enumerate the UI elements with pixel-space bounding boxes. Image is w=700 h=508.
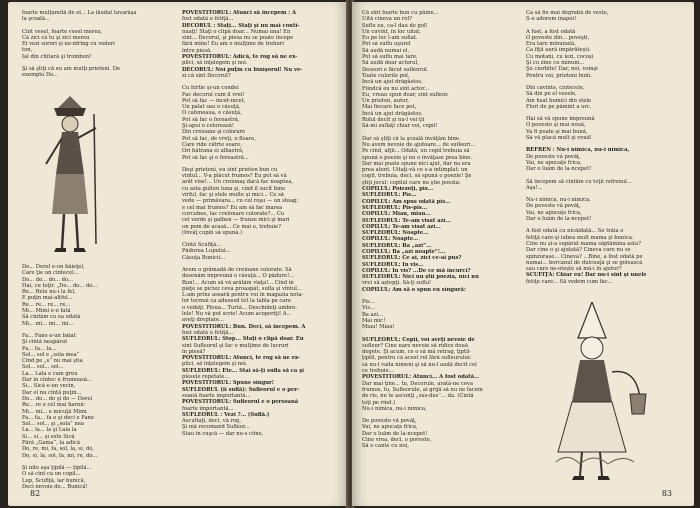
text-line: Cine nu şi-a supărat mama săptămîna asta? xyxy=(526,240,641,247)
text-line: Dar mai poate spune nici ajut, dar nu era xyxy=(362,160,471,167)
text-line: Care ţie un cintecel... xyxy=(22,270,79,277)
text-line: numai... borcanul de dulceaţă şi se golească xyxy=(526,259,643,266)
text-line: Aşa!... xyxy=(526,184,543,191)
text-line: Un prieten, autor, xyxy=(362,98,409,105)
text-line: Cînt vesel, foarte vesel mereu, xyxy=(22,28,103,35)
text-line: toţi pe rînd.) xyxy=(362,399,396,406)
text-line: Un cuvînt, în loc uitat, xyxy=(362,28,421,35)
text-line: Bun!... Acum să vă arătăm viaţa!... Cînd în xyxy=(182,279,294,286)
text-line: Şi-apoi o colorează! xyxy=(182,123,234,130)
text-line: Mai mic! xyxy=(362,317,386,324)
text-line: sufleur? Cine nare nevoie să ridice două xyxy=(362,342,468,349)
text-line: fără mine! Eu am o mulţime de treburi xyxy=(182,41,284,48)
text-line: Dar să ştiţi că la şcoală învăţăm bine. xyxy=(362,135,461,142)
text-line: SUFLEORUL: Te-am visat azi... xyxy=(362,217,451,224)
text-line: Fără „Gama“, la adică xyxy=(22,440,80,447)
text-line: Dar o luăm de la-ncepet! xyxy=(526,166,592,173)
text-line: Do... do... do... do... xyxy=(22,276,73,283)
text-line: Vai, ne apucaţe frica, xyxy=(362,424,418,431)
text-line: cel verde şi galben — frunze mici şi mari xyxy=(182,217,290,224)
text-line: Suflu eu, ca-l dau de gol! xyxy=(362,22,428,29)
text-line: arăt vise!... Un creionaş dacă fac noaptea, xyxy=(182,179,294,186)
text-line: de rîs, nu te ascunţi „sus-dus“... da. (Cîntă xyxy=(362,393,474,400)
text-line: spînzurase... Cineva? ...Bine, a fost odată pe xyxy=(526,253,643,260)
text-line: lele! Nu vă pot scrie! Acum acoperiţi! A... xyxy=(182,311,292,318)
text-line: Să din pe el vesele, xyxy=(526,91,577,98)
text-line: Fa... fa... fa e şi deci e Fane xyxy=(22,414,94,421)
text-line: Că zici că tu şi zici mereu xyxy=(22,34,90,41)
text-line: Încă un ajut drăgăstos, xyxy=(362,110,423,117)
text-line: e cel mai frumos? Eu am să fac marea xyxy=(182,204,283,211)
left-col1-bottom-text xyxy=(22,264,170,490)
text-line: plici, să înţelegem şi noi. xyxy=(182,60,248,67)
text-line: ştiţi jocul: copilul care nu ştie poezia: xyxy=(362,179,461,186)
text-line: SUFLEORUL (îi suflă): Sufleorul e o per- xyxy=(182,386,300,393)
text-line: Pot să fac şi o fereastră... xyxy=(182,154,249,161)
text-line: COPILUL: Te-am visat azi... xyxy=(362,223,441,230)
text-line: Dar el nu cîntă puţin... xyxy=(22,389,82,396)
text-line: Fa... Fane e-un băiat xyxy=(22,332,76,339)
text-line: Do... do... do şi do — Dorel xyxy=(22,395,93,402)
text-line: la şcoală... xyxy=(22,16,50,23)
text-line: Deşi prieteni, eu sînt prieten bun cu xyxy=(182,166,278,173)
text-line: POVESTITORUL: Atunci, te rog să ne ex- xyxy=(182,355,301,362)
left-column-1 xyxy=(22,10,170,79)
text-line: O să cînt ca un copil... xyxy=(22,471,81,478)
text-line: Un palat sau o căsuţă, xyxy=(182,104,241,111)
text-line: un pom de acasă... Ce mai e, trebuie? xyxy=(182,223,282,230)
text-line: SUFLEORUL: Ete... Stai să-ţi sufla să ca şi xyxy=(182,367,304,374)
text-line: desenăm împreună o căsuţă... O pădure!... xyxy=(182,273,295,280)
text-line: Încă un ajut drăgăstos, xyxy=(362,79,423,86)
text-line: A fost, a fost odată xyxy=(526,28,576,35)
text-line: Să o cante cu noi, xyxy=(362,443,409,450)
text-line: vîrful, fac şi stele multe şi mici... Ce să xyxy=(182,192,284,199)
right-column-2 xyxy=(526,10,682,285)
text-line: Cînd pe „s“ nu mai ştia xyxy=(22,358,83,365)
text-line: POVESTITORUL: Adică, te rog să ne ex- xyxy=(182,54,298,61)
right-page xyxy=(352,2,694,506)
text-line: SUFLEORUL: Pis-pis... xyxy=(362,204,428,211)
text-line: Ei vezi surori şi ne-nfrîng cu vederi xyxy=(22,41,115,48)
text-line: Mi... Mimi e-o fată xyxy=(22,308,71,315)
text-line: O poveste din... poveşti, xyxy=(526,34,590,41)
text-line: Fiindcă eu nu sînt actor... xyxy=(362,85,430,92)
text-line: De poveste vă povăţ, xyxy=(526,203,581,210)
text-line: COPILUL: Miau, miau... xyxy=(362,211,431,218)
text-line: Hai să vă spune împreună xyxy=(526,116,595,123)
text-line: Dar o luăm de la-ncepet! xyxy=(526,216,592,223)
text-line: Re... re... re... re... xyxy=(22,301,71,308)
text-line: pieţe se pictez ceva proaspăt, sufla şi vîntul... xyxy=(182,285,302,292)
text-line: Căsuţa Bunicii... xyxy=(182,254,226,261)
text-line: Mi... mi... e micuţă Mimi xyxy=(22,408,87,415)
text-line: Mi... mi... mi... mi... xyxy=(22,320,74,327)
text-line: COPILUL: Poiezoţi, pis... xyxy=(362,186,434,193)
text-line: Pis... xyxy=(362,299,375,306)
text-line: Ca să fie mai degrabă de veste, xyxy=(526,10,609,16)
text-line: S-o adorem înapoi! xyxy=(526,16,577,23)
text-line: SUFLEORUL: Ce ai, zici ce-ai pus? xyxy=(362,255,462,262)
text-line: Cu hîrtie şi-un condei xyxy=(182,85,239,92)
text-line: Pădurea Lupului... xyxy=(182,248,231,255)
text-line: Lup, Scufiţă, iar bunică, xyxy=(22,477,86,484)
text-line: exemplu Do... xyxy=(22,72,59,79)
text-line: Re... re e cel mai harnic xyxy=(22,402,85,409)
girl-in-pointed-hat-illustration xyxy=(548,302,648,482)
text-line: sau care ne-oteşte să mă-i în ajutor? xyxy=(526,266,622,273)
text-line: Pot să fac, de vreţi, o floare, xyxy=(182,135,256,142)
text-line: POVESTITORUL: Bun. Deci, să începem. A xyxy=(182,323,306,330)
text-line: Deci nevoie de... Bunică! xyxy=(22,483,88,490)
text-line: Şi cîntă neapărat xyxy=(22,339,68,346)
text-line: SUFLEORUL: Copii, voi aveţi nevoie de xyxy=(362,336,475,343)
right-col1-text xyxy=(362,10,518,450)
text-line: Şi nite aşa ţipilă — ţipilă... xyxy=(22,464,92,471)
text-line: Din cavinte, ciutecele, xyxy=(526,84,585,91)
left-page xyxy=(8,2,348,506)
text-line: COPILUL: Noapte... xyxy=(362,236,419,243)
text-line: Dar în cîntec e frumoasă... xyxy=(22,377,92,384)
text-line: nuaţi! Staţi o clipă doar... Numai una! En xyxy=(182,28,291,35)
text-line: Pot să suflu uşurel xyxy=(362,41,411,48)
text-line: Dar cine o şi ajutată? Cineva care nu se xyxy=(526,247,631,254)
text-line: De poveste vă povăţ, xyxy=(526,153,581,160)
text-line: Eu pe loc l-am suflat. xyxy=(362,35,418,42)
text-line: Sol... sol... sol... xyxy=(22,364,64,371)
text-line: Că sînt foarte bun cu păine... xyxy=(362,10,439,16)
text-line: Pot să fac o fereastră, xyxy=(182,116,240,123)
text-line: DECORUL: Noi puţin cu binişorul! Nu ve- xyxy=(182,66,303,73)
text-line: Şi mă recomand Sufleor... xyxy=(182,424,250,431)
text-line: REFREN : Nu-i nimica, nu-i nimica, xyxy=(526,147,630,154)
text-line: Pot să suflu mai tare, xyxy=(362,54,418,61)
text-line: SUFLEORUL: Noapte... xyxy=(362,230,429,237)
text-line: De poveste vă povăţ, xyxy=(362,418,417,425)
text-line: copil, trebuia, deci, să spună o poezie! Şe xyxy=(362,173,472,180)
text-line: COPILUL: Am să o spun eu singură: xyxy=(362,286,466,293)
text-line: plici, să înţelegem şi noi. xyxy=(182,361,248,368)
text-line: foarte importantă... xyxy=(182,405,234,412)
text-line: Pentru voi, prieteni buni. xyxy=(526,72,592,79)
text-line: Şu ciorbite! Dar, noi, voinşi xyxy=(526,66,598,73)
text-line: cu asta gulten luna şi, cînd îl sucit bine xyxy=(182,185,286,192)
text-line: Cine vrea, deci, o poveste, xyxy=(362,437,432,443)
text-line: E puţin mai-altfel... xyxy=(22,295,73,302)
text-line: Sol... sol... şi „sola“ nea xyxy=(22,421,84,428)
text-line: ton, xyxy=(22,47,33,54)
text-line: vîntul... V-a plăcut frumos? Eu pot să vă xyxy=(182,173,287,180)
text-line: Ori bătrana ei albastră, xyxy=(182,148,244,155)
text-line: Fac decorul cum îl vrei! xyxy=(182,91,245,98)
text-line: Să vă placă mult şi vouă! xyxy=(526,135,592,142)
text-line: Ba azi... xyxy=(362,311,383,318)
left-column-1-song xyxy=(22,264,170,490)
text-line: POVESTITORUL: Atunci... A fost odată... xyxy=(362,374,480,381)
text-line: în piesă? xyxy=(182,348,206,355)
text-line: Rolul decît şi nu-l vei ţii xyxy=(362,117,425,124)
text-line: zi că sînt Decorul? xyxy=(182,72,231,79)
right-column-1 xyxy=(362,10,518,450)
text-line: Flori de pe pămînt a urc. xyxy=(526,103,592,110)
left-column-2 xyxy=(182,10,338,437)
text-line: Nu-i nimica, nu-i nimica, xyxy=(362,405,427,412)
text-line: Fa... fa... la... xyxy=(22,345,57,352)
text-line: Nu avem nevoie de ajutoare... de sufleori... xyxy=(362,141,476,148)
text-line: Vis... xyxy=(362,305,375,312)
left-col2-text xyxy=(182,10,338,437)
text-line: Ascultaţi, deci, vă rog, xyxy=(182,418,242,425)
text-line: prea atent. Uitaţi-vă ce s-a întîmplat: un xyxy=(362,167,468,174)
text-line: ce trebuie... xyxy=(362,368,394,375)
text-line: sînt... Decorul, şi piesa nu se poate începe xyxy=(182,35,294,42)
text-line: curcubee, lac creionare colorate?... Cu xyxy=(182,210,285,217)
right-col2-text xyxy=(526,10,682,285)
text-line: fetiţă care-şi iubea mult mama şi bunica. xyxy=(526,234,634,241)
text-line: Şi cu zîne cu minuni... xyxy=(526,60,585,67)
right-page-number: 83 xyxy=(661,489,672,498)
text-line: La... Lala e cam greu xyxy=(22,370,78,377)
text-line: POVESTITORUL: Spune singur! xyxy=(182,380,275,387)
text-line: Uită cineva un rol? xyxy=(362,16,412,23)
text-line: SCUFIŢA: Chiar eu! Dar nu-i sînt şi unele xyxy=(526,272,647,279)
text-line: fetiţe care... Să vedem cum fac... xyxy=(526,278,613,285)
costumed-figure-illustration xyxy=(38,94,102,254)
text-line: COPILUL: Am spus odată pis... xyxy=(362,198,451,205)
text-line: O poveste şi mai nouă, xyxy=(526,122,586,129)
text-line: Stau în cuşcă — dar nu-s cîine, xyxy=(182,430,264,437)
text-line: spună o poezie şi nu o învăţase prea bine. xyxy=(362,154,473,161)
text-line: A fost odată cu nicăidată... Se trăia o xyxy=(526,228,624,235)
text-line: Cu motani, cu iezi, cocoşi xyxy=(526,53,594,60)
text-line: ţiptil, pentru că acest rol fără sufleurului: xyxy=(362,355,472,362)
text-line: Să audă numai el. xyxy=(362,47,410,54)
text-line: L-am prins aseară pentru voi în magazia nota- xyxy=(182,292,304,299)
text-line: Să începem să cîntăm cu toţii refrenul... xyxy=(526,178,632,185)
text-line: (Învăţ copiii să spună.) xyxy=(182,229,242,236)
text-line: Dar o luăm de la-ncepet! xyxy=(362,430,428,437)
text-line: SUFLEORUL: Nici nu ştii poezia, nici nu xyxy=(362,274,479,281)
text-line: SUFLEORUL: Ba „azi“... xyxy=(362,242,432,249)
text-line: Deseori e făcut sufleorul. xyxy=(362,66,429,73)
text-line: Să cîntăm cu ea odată xyxy=(22,314,81,321)
left-col1-top-text xyxy=(22,10,170,79)
text-line: Si... si... şi este Sică xyxy=(22,433,75,440)
text-line: COPILUL: Ba „azi noapte“!... xyxy=(362,248,446,255)
text-line: Va fi poate şi mai bună, xyxy=(526,128,588,135)
text-line: DECORUL : Staţi... Staţi şi nu mai conti- xyxy=(182,22,300,29)
text-line: foarte mulţumită de el... La lăudat tavarăşa xyxy=(22,10,137,16)
text-line: fost odată o fetiţă... xyxy=(182,16,234,23)
text-line: Care ride cătrte soare, xyxy=(182,141,242,148)
text-line: o vedeţi. Ploua... Turtă... Deschideţi umbre- xyxy=(182,304,298,311)
text-line: lor tocmai ca adusesd tot la tabla pe care xyxy=(182,298,291,305)
text-line: aveţi dreptate... xyxy=(182,317,224,324)
text-line: soană foarte importantă... xyxy=(182,392,251,399)
text-line: degete. Şi acum, ce o să mă retrag, ţiptil- xyxy=(362,349,472,356)
text-line: SUFLEORUL : Vezi ?... (Suflă.) xyxy=(182,411,270,418)
text-line: Si... Sică e-un vecin, xyxy=(22,383,76,390)
text-line: La... la... la şi Lala la xyxy=(22,427,77,434)
text-line: Cîntă Scufiţă... xyxy=(182,242,222,249)
text-line: Miau! Miau! xyxy=(362,324,395,331)
text-line: Din creioane şi colorare xyxy=(182,129,246,136)
text-line: Ial din chitară şi trombon! xyxy=(22,53,92,60)
text-line: frumos, tu, Sufleorule, ai grijă să nu ne facem xyxy=(362,386,483,393)
text-line: SUFLEORUL: Stop... Staţi o clipă doar. Eu xyxy=(182,336,304,343)
text-line: piesele repetate... xyxy=(182,374,230,381)
text-line: Vai, ne apucaţe frica, xyxy=(526,209,582,216)
text-line: să nu-l vada nimeni şi să nu-l audă decît cel xyxy=(362,361,477,368)
text-line: Vai, ne apucaţe frica, xyxy=(526,159,582,166)
text-line: Pe cînd, alţii... Odată, un copil trebuia să xyxy=(362,148,470,155)
text-line: Do, re, mi, fa, sol, la, si, do, xyxy=(22,446,95,453)
text-line: Mai fiecare face pot, xyxy=(362,104,417,111)
text-line: Şi să ştiţi că eu am mulţi prieteni. De xyxy=(22,66,120,73)
text-line: POVESTITORUL: Atunci să începem : A xyxy=(182,10,296,16)
text-line: Eu, vreau spun doar, sînt sufleor. xyxy=(362,91,449,98)
text-line: O cafeneaua, o căsuţă, xyxy=(182,110,242,117)
text-line: Era tare minunată, xyxy=(526,41,576,48)
text-line: fost odată o fetiţă... xyxy=(182,329,234,336)
text-line: între piesă. xyxy=(182,47,212,54)
text-line: Să-mi suflaţi chiar voi, copii! xyxy=(362,123,438,130)
text-line: Dar mai ţine... tu, Decorule, arată-ne ceva xyxy=(362,380,473,387)
text-line: POVESTITORUL: Sufleorul e o persoană xyxy=(182,399,299,406)
text-line: vede — primăvara... cu cel roşu — un steag; xyxy=(182,198,299,205)
text-line: sînt Sufleorul şi fac o mulţime de lucruri xyxy=(182,342,289,349)
text-line: Do, si, la, sol, fa, mi, re, do... xyxy=(22,452,98,459)
text-line: Avem o grămadă de creioane colorate. Să xyxy=(182,266,292,273)
text-line: Pot să fac — încet-încet, xyxy=(182,97,246,104)
text-line: Sol... sol e „sola mea“ xyxy=(22,351,80,358)
text-line: Do... Dorel e-un băieţel, xyxy=(22,264,85,270)
text-line: Am hsat bumici din stele xyxy=(526,97,592,104)
text-line: SUFLEORUL: Pis... xyxy=(362,192,417,199)
text-line: Hai, cu toţii: „Do... do... do... xyxy=(22,282,98,289)
left-page-number: 82 xyxy=(30,489,41,498)
text-line: Re... Relu nu-i la fel, xyxy=(22,289,76,296)
text-line: Nu-i nimica, nu-i nimica, xyxy=(526,197,591,204)
text-line: Ca fiţii aură împărăteşti. xyxy=(526,47,591,54)
text-line: SUFLEORUL: În vis... xyxy=(362,261,424,268)
text-line: Toate culorile pot, xyxy=(362,72,410,79)
text-line: Să audă doar actorul, xyxy=(362,60,419,67)
text-line: vrei să aştepţi. Să-ţi suflu! xyxy=(362,280,432,287)
text-line: COPILUL: În vis? ...De ce mă încurci? xyxy=(362,267,471,274)
